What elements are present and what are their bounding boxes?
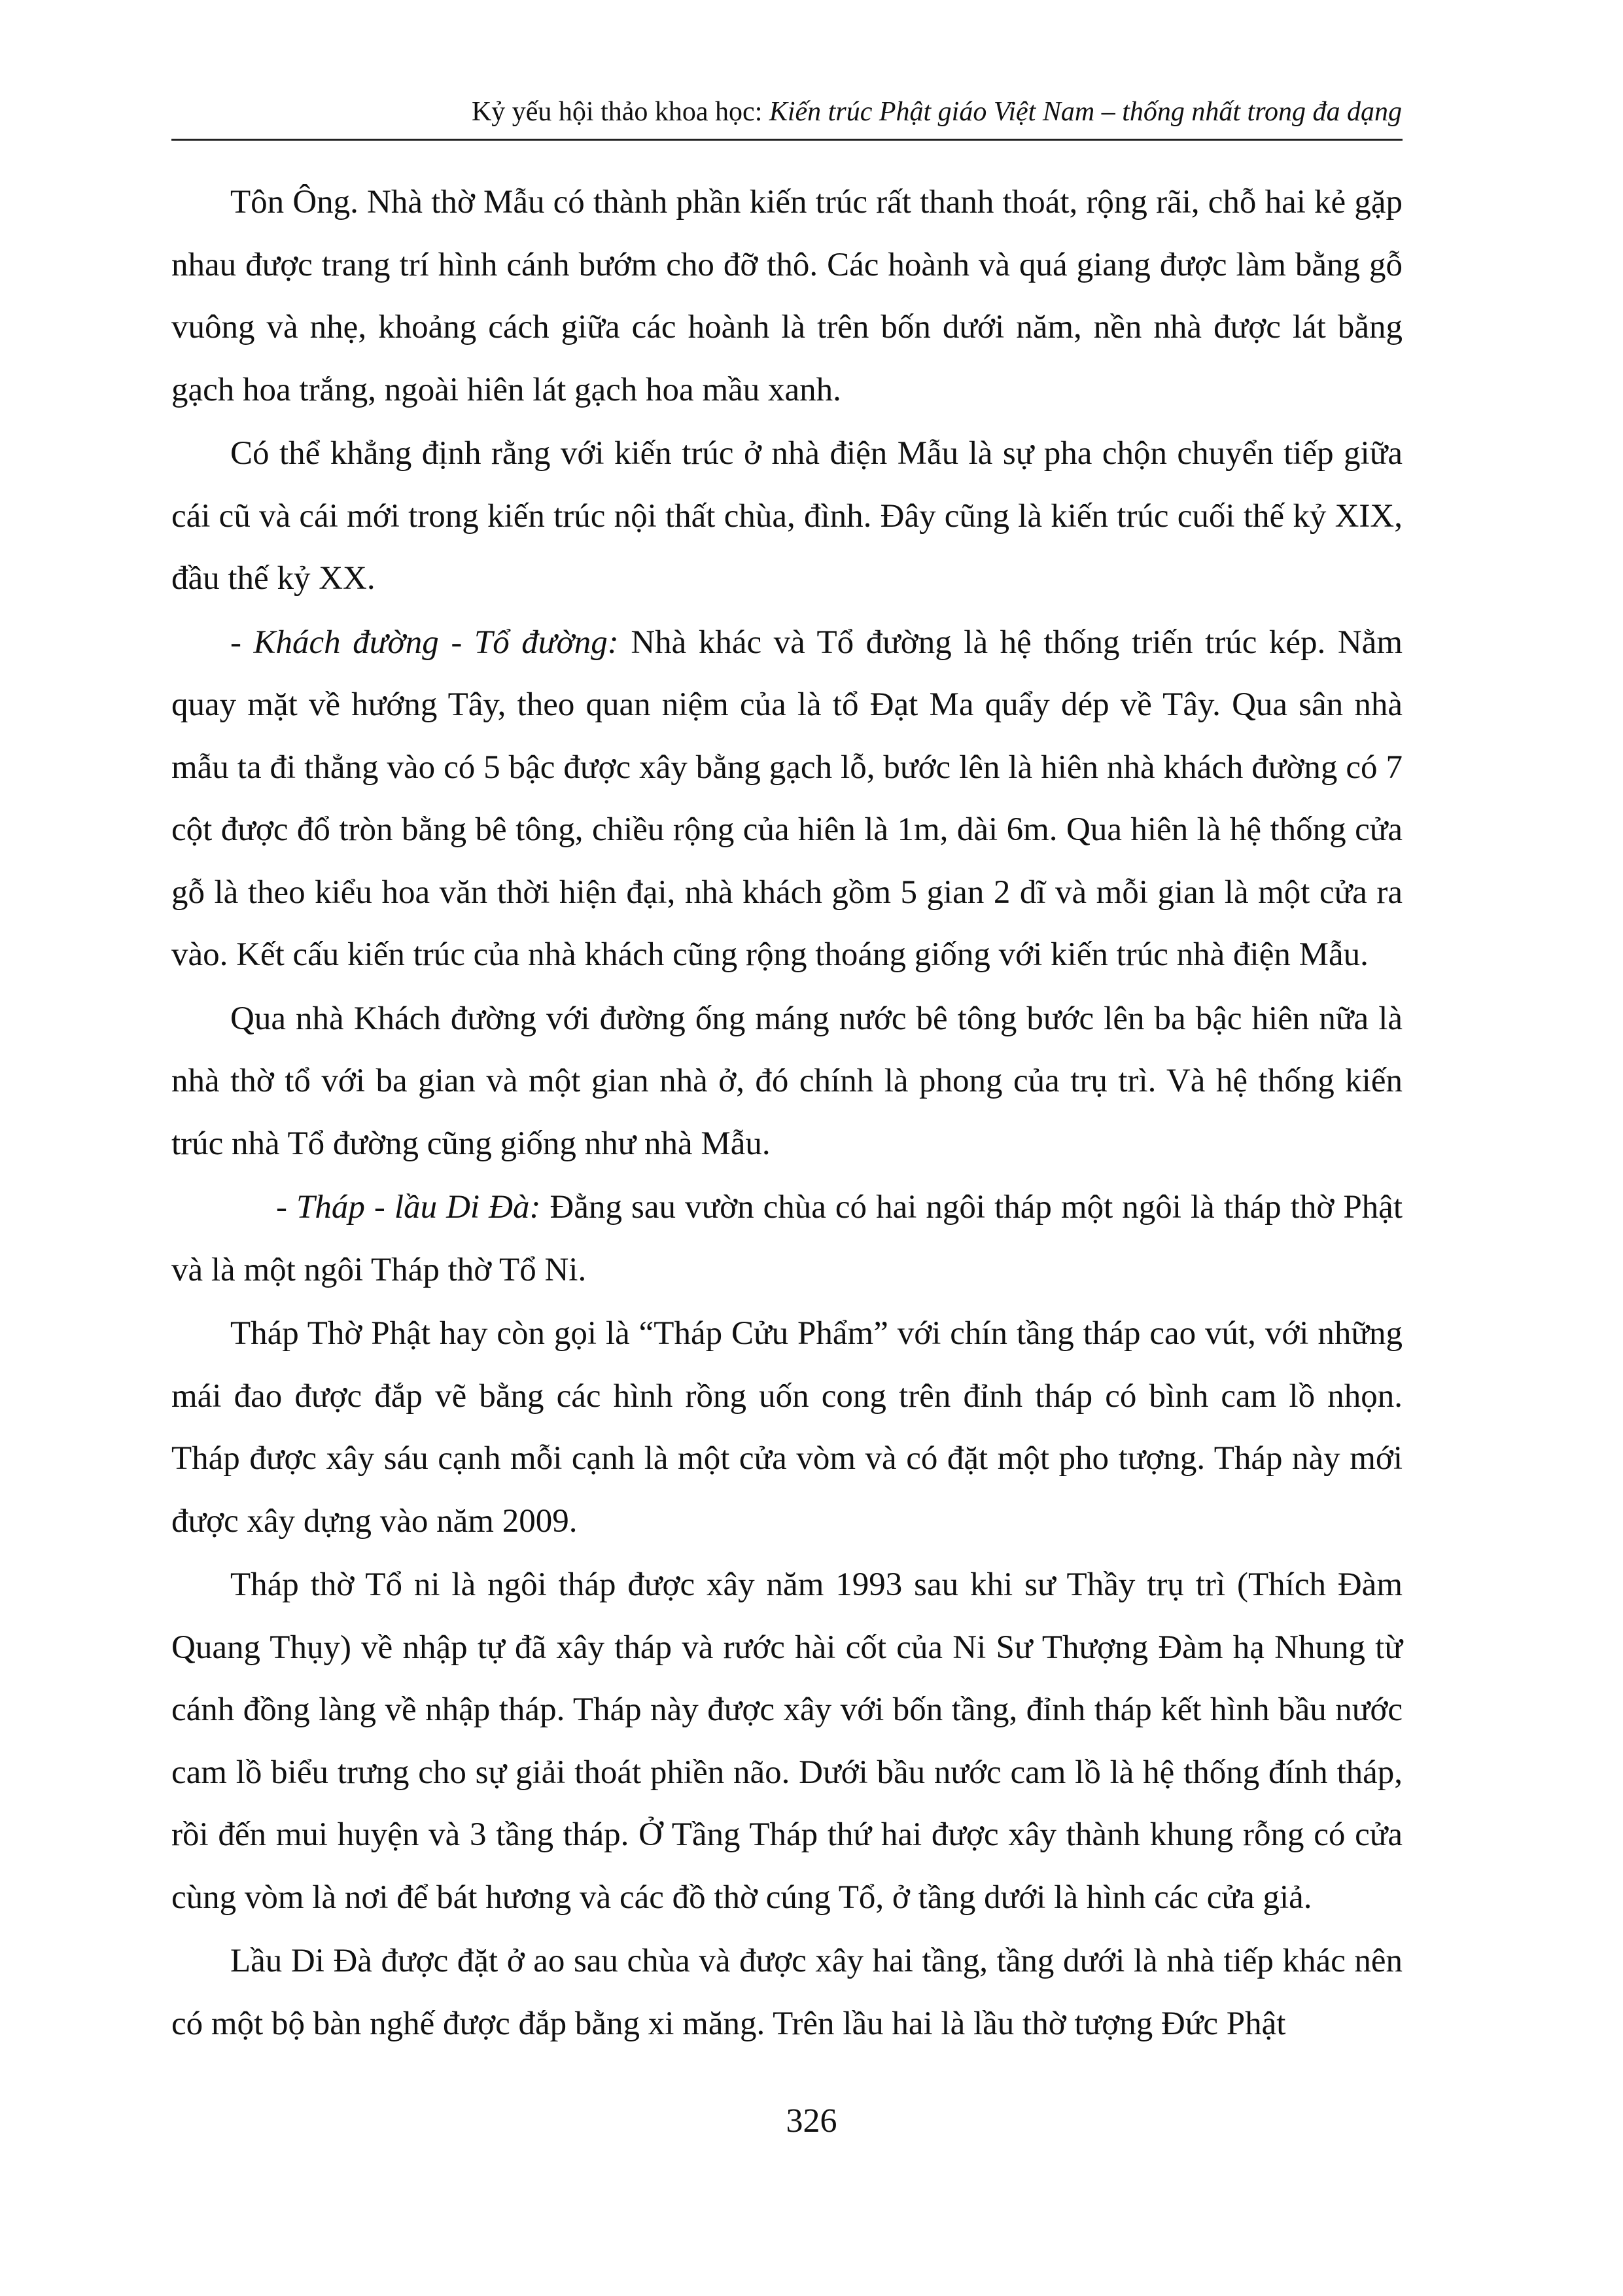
running-header (472, 95, 1402, 129)
paragraph-5-text: Đằng sau vườn chùa có hai ngôi tháp một ngôi là tháp thờ Phật và là một ngôi Tháp thờ Tổ Ni. (171, 1189, 1403, 1288)
paragraph-8 (171, 1930, 1403, 2055)
body-text (171, 171, 1403, 2057)
paragraph-8-text: Lầu Di Đà được đặt ở ao sau chùa và được xây hai tầng, tầng dưới là nhà tiếp khác nên có một bộ bàn nghế được đắp bằng xi măng. Trên lầu hai là lầu thờ tượng Đức Phật (171, 1943, 1403, 2042)
paragraph-2-text: Có thể khẳng định rằng với kiến trúc ở nhà điện Mẫu là sự pha chộn chuyển tiếp giữa cái cũ và cái mới trong kiến trúc nội thất chùa, đình. Đây cũng là kiến trúc cuối thế kỷ XIX, đầu thế kỷ XX. (171, 435, 1403, 597)
section-lead-thap-lau-di-da: - Tháp - lầu Di Đà: (276, 1189, 541, 1226)
paragraph-7-text: Tháp thờ Tổ ni là ngôi tháp được xây năm 1993 sau khi sư Thầy trụ trì (Thích Đàm Quang Thụy) về nhập tự đã xây tháp và rước hài cốt của Ni Sư Thượng Đàm hạ Nhung từ cánh đồng làng về nhập tháp. Tháp này được xây với bốn tầng, đỉnh tháp kết hình bầu nước cam lồ biểu trưng cho sự giải thoát phiền não. Dưới bầu nước cam lồ là hệ thống đính tháp, rồi đến mui huyện và 3 tầng tháp. Ở Tầng Tháp thứ hai được xây thành khung rỗng có cửa cùng vòm là nơi để bát hương và các đồ thờ cúng Tổ, ở tầng dưới là hình các cửa giả. (171, 1566, 1403, 1916)
paragraph-4 (171, 988, 1403, 1176)
paragraph-1-text: Tôn Ông. Nhà thờ Mẫu có thành phần kiến trúc rất thanh thoát, rộng rãi, chỗ hai kẻ gặp nhau được trang trí hình cánh bướm cho đỡ thô. Các hoành và quá giang được làm bằng gỗ vuông và nhẹ, khoảng cách giữa các hoành là trên bốn dưới năm, nền nhà được lát bằng gạch hoa trắng, ngoài hiên lát gạch hoa mầu xanh. (171, 184, 1403, 408)
paragraph-5 (171, 1176, 1403, 1301)
paragraph-6 (171, 1303, 1403, 1553)
paragraph-3-text: Nhà khác và Tổ đường là hệ thống triến trúc kép. Nằm quay mặt về hướng Tây, theo quan niệm của là tổ Đạt Ma quẩy dép về Tây. Qua sân nhà mẫu ta đi thẳng vào có 5 bậc được xây bằng gạch lỗ, bước lên là hiên nhà khách đường có 7 cột được đổ tròn bằng bê tông, chiều rộng của hiên là 1m, dài 6m. Qua hiên là hệ thống cửa gỗ là theo kiểu hoa văn thời hiện đại, nhà khách gồm 5 gian 2 dĩ và mỗi gian là một cửa ra vào. Kết cấu kiến trúc của nhà khách cũng rộng thoáng giống với kiến trúc nhà điện Mẫu. (171, 624, 1403, 973)
header-prefix: Kỷ yếu hội thảo khoa học: (471, 97, 769, 127)
section-lead-khach-duong: - Khách đường - Tổ đường: (230, 624, 619, 661)
paragraph-1 (171, 171, 1403, 421)
paragraph-6-text: Tháp Thờ Phật hay còn gọi là “Tháp Cửu Phẩm” với chín tầng tháp cao vút, với những mái đao được đắp vẽ bằng các hình rồng uốn cong trên đỉnh tháp có bình cam lồ nhọn. Tháp được xây sáu cạnh mỗi cạnh là một cửa vòm và có đặt một pho tượng. Tháp này mới được xây dựng vào năm 2009. (171, 1315, 1403, 1540)
paragraph-4-text: Qua nhà Khách đường với đường ống máng nước bê tông bước lên ba bậc hiên nữa là nhà thờ tổ với ba gian và một gian nhà ở, đó chính là phong của trụ trì. Và hệ thống kiến trúc nhà Tổ đường cũng giống như nhà Mẫu. (171, 1000, 1403, 1162)
paragraph-3 (171, 612, 1403, 987)
paragraph-7 (171, 1554, 1403, 1929)
paragraph-2 (171, 423, 1403, 610)
header-divider (171, 139, 1403, 141)
page-number: 326 (786, 2102, 837, 2140)
header-title: Kiến trúc Phật giáo Việt Nam – thống nhất trong đa dạng (769, 97, 1402, 127)
